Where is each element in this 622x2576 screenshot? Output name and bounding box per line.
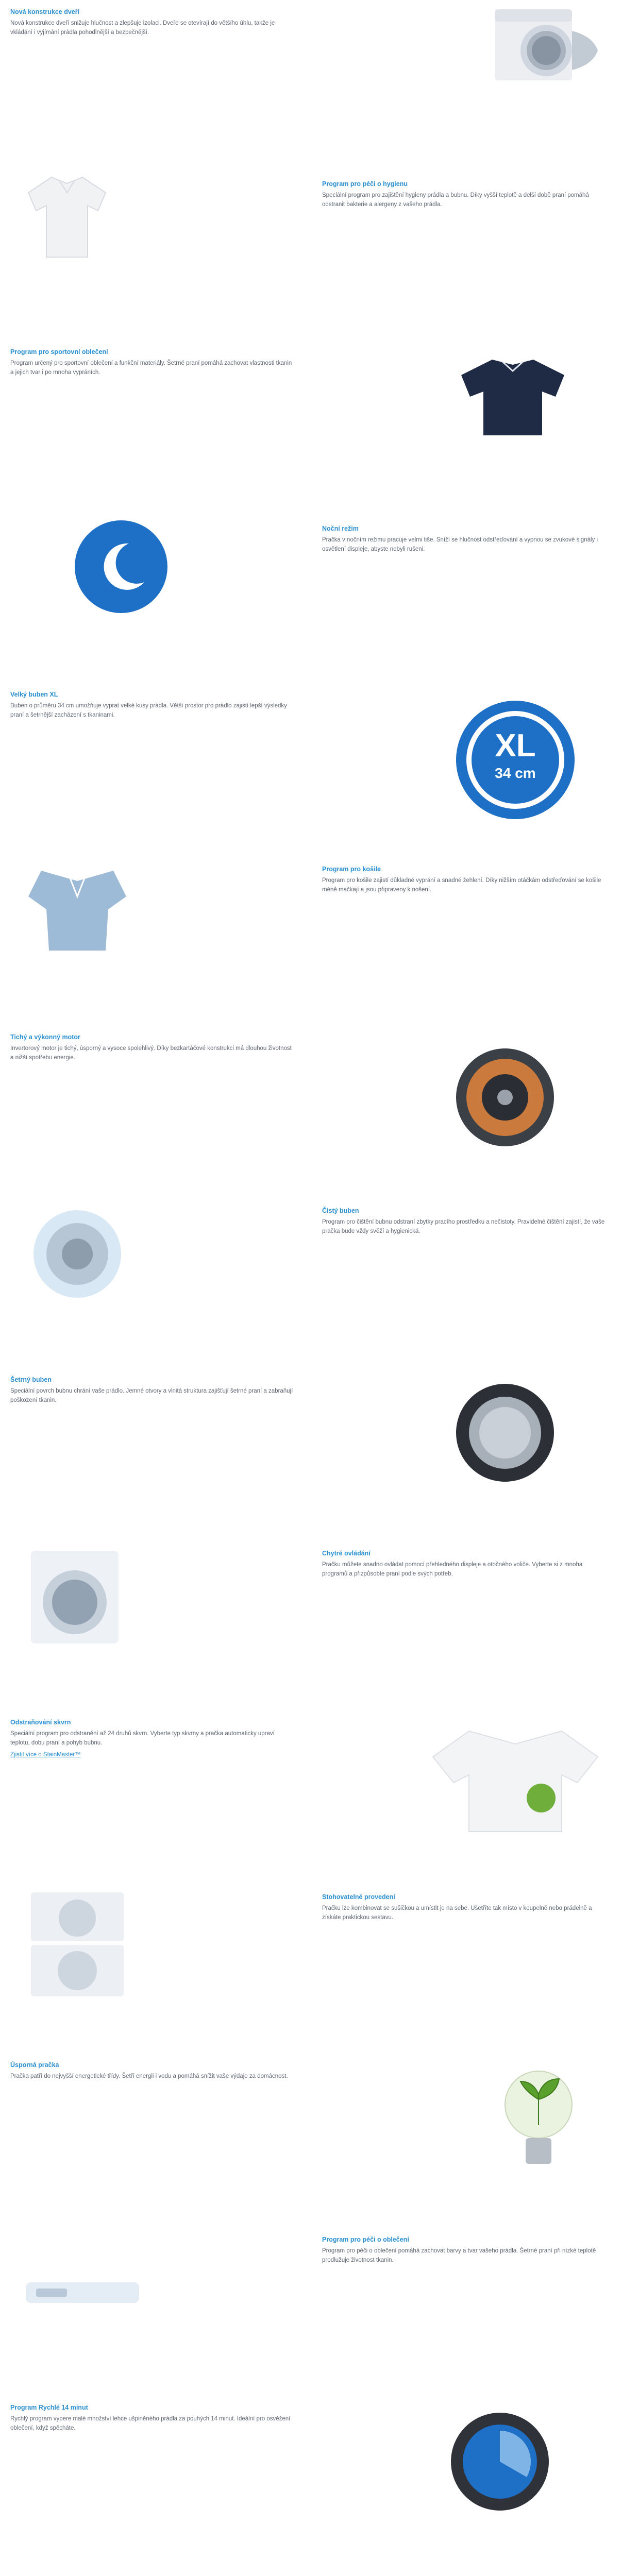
feature-description: Pračka v nočním režimu pracuje velmi tiše. Sníží se hlučnost odstřeďování a vypnou se zvukové signály i osvětlení displeje, abyste nebyli rušeni. xyxy=(322,537,598,552)
feature-description: Program pro čištění bubnu odstraní zbytky pracího prostředku a nečistoty. Pravidelné čištění zajistí, že vaše pračka bude vždy svěží a hygienická. xyxy=(322,1219,605,1234)
feature-description: Pračka patří do nejvyšší energetické třídy. Šetří energii i vodu a pomáhá snížit vaše výdaje za domácnost. xyxy=(10,2073,288,2080)
feature-sport xyxy=(0,340,622,513)
washer-illustration xyxy=(490,5,608,82)
feature-description: Pračku lze kombinovat se sušičkou a umístit je na sebe. Ušetříte tak místo v koupelně nebo prádelně a získáte praktickou sestavu. xyxy=(322,1905,592,1921)
feature-text-block xyxy=(322,1206,606,1236)
feature-clean-drum xyxy=(0,1198,622,1368)
feature-title: Program pro košile xyxy=(322,866,381,873)
feature-description: Speciální povrch bubnu chrání vaše prádlo. Jemné otvory a vlnitá struktura zajišťují šetrné praní a zabraňují poškození tkanin. xyxy=(10,1388,293,1403)
feature-description: Nová konstrukce dveří snižuje hlučnost a zlepšuje izolaci. Dveře se otevírají do většího úhlu, takže je vkládání i vyjímání prádla pohodlnější a bezpečnější. xyxy=(10,20,275,36)
yarn-ball-illustration xyxy=(21,2571,134,2576)
feature-text-block xyxy=(10,2060,294,2081)
feature-stain xyxy=(0,1710,622,1883)
stain-shirt-illustration xyxy=(423,1721,608,1834)
care-illustration xyxy=(21,2272,144,2313)
feature-title: Stohovatelné provedení xyxy=(322,1893,395,1901)
feature-title: Program pro péči o hygienu xyxy=(322,180,408,188)
feature-description: Speciální program pro zajištění hygieny prádla a bubnu. Díky vyšší teplotě a delší době praní pomáhá odstranit bakterie a alergeny z vašeho prádla. xyxy=(322,192,589,208)
feature-text-block xyxy=(322,1892,606,1922)
feature-description: Rychlý program vypere malé množství lehce ušpiněného prádla za pouhých 14 minut. Ideální pro osvěžení oblečení, když spěcháte. xyxy=(10,2416,291,2431)
feature-xl-drum xyxy=(0,683,622,855)
feature-smart-control xyxy=(0,1540,622,1710)
hanging-shirt-illustration xyxy=(21,860,134,953)
moon-illustration xyxy=(72,518,170,616)
feature-wool xyxy=(0,2568,622,2576)
timer-dial-illustration xyxy=(448,2410,551,2513)
feature-title: Noční režim xyxy=(322,525,359,532)
feature-text-block xyxy=(10,347,294,377)
feature-shirts xyxy=(0,855,622,1025)
xl-label: XL xyxy=(495,728,536,764)
drum-size-label: 34 cm xyxy=(495,765,536,781)
feature-description: Speciální program pro odstranění až 24 druhů skvrn. Vyberte typ skvrny a pračka automaticky upraví teplotu, dobu praní a pohyb bubnu. xyxy=(10,1731,275,1746)
xl-drum-badge xyxy=(453,698,577,822)
shirt-illustration xyxy=(21,172,113,260)
feature-description: Pračku můžete snadno ovládat pomocí přehledného displeje a otočného voliče. Vyberte si z mnoha programů a přizpůsobte praní podle svých potřeb. xyxy=(322,1562,583,1577)
feature-title: Odstraňování skvrn xyxy=(10,1719,71,1726)
feature-text-block xyxy=(322,524,606,554)
feature-text-block xyxy=(10,7,294,37)
feature-title: Velký buben XL xyxy=(10,691,58,698)
feature-text-block xyxy=(322,2235,606,2265)
feature-title: Nová konstrukce dveří xyxy=(10,8,80,15)
feature-title: Program pro sportovní oblečení xyxy=(10,348,108,355)
feature-gentle-drum xyxy=(0,1368,622,1540)
drum-closeup-illustration xyxy=(448,1381,562,1484)
feature-description: Invertorový motor je tichý, úsporný a vysoce spolehlivý. Díky bezkartáčové konstrukci má dlouhou životnost a nižší spotřebu energie. xyxy=(10,1045,292,1061)
feature-energy xyxy=(0,2053,622,2226)
feature-hygiene xyxy=(0,170,622,340)
feature-stackable xyxy=(0,1883,622,2053)
feature-description: Program pro košile zajistí důkladné vyprání a snadné žehlení. Díky nižším otáčkám odstřeďování se košile méně mačkají a jsou připraveny k nošení. xyxy=(322,877,601,893)
feature-motor xyxy=(0,1025,622,1198)
feature-night xyxy=(0,513,622,683)
feature-text-block xyxy=(10,1032,294,1062)
feature-care xyxy=(0,2226,622,2396)
feature-description: Program pro péči o oblečení pomáhá zachovat barvy a tvar vašeho prádla. Šetrné praní při nízké teplotě prodlužuje životnost tkanin. xyxy=(322,2248,596,2263)
feature-title: Čistý buben xyxy=(322,1207,359,1214)
feature-title: Šetrný buben xyxy=(10,1376,52,1383)
feature-text-block xyxy=(10,690,294,720)
feature-text-block xyxy=(10,1375,294,1405)
feature-title: Chytré ovládání xyxy=(322,1550,371,1557)
feature-text-block xyxy=(10,2403,294,2433)
sport-shirt-illustration xyxy=(453,355,572,438)
washer-splash-illustration xyxy=(21,1546,134,1649)
feature-text-block xyxy=(322,1549,606,1579)
motor-illustration xyxy=(453,1046,557,1149)
feature-door xyxy=(0,0,622,170)
feature-text-block xyxy=(322,179,606,209)
feature-text-block xyxy=(322,865,606,894)
feature-title: Program pro péči o oblečení xyxy=(322,2236,409,2243)
bulb-illustration xyxy=(500,2063,577,2182)
drum-splash-illustration xyxy=(21,1205,134,1303)
stacked-washer-illustration xyxy=(21,1887,134,2001)
feature-description: Buben o průměru 34 cm umožňuje vyprat velké kusy prádla. Větší prostor pro prádlo zajistí lepší výsledky praní a šetrnější zacházení s tkaninami. xyxy=(10,703,287,718)
stainmaster-link[interactable]: Zjistit více o StainMaster™ xyxy=(10,1751,81,1758)
feature-quick xyxy=(0,2396,622,2568)
feature-title: Program Rychlé 14 minut xyxy=(10,2404,88,2411)
feature-title: Úsporná pračka xyxy=(10,2061,59,2069)
feature-text-block xyxy=(10,1718,294,1760)
feature-description: Program určený pro sportovní oblečení a funkční materiály. Šetrné praní pomáhá zachovat vlastnosti tkanin a jejich tvar i po mnoha vypráních. xyxy=(10,360,292,376)
feature-title: Tichý a výkonný motor xyxy=(10,1033,80,1041)
